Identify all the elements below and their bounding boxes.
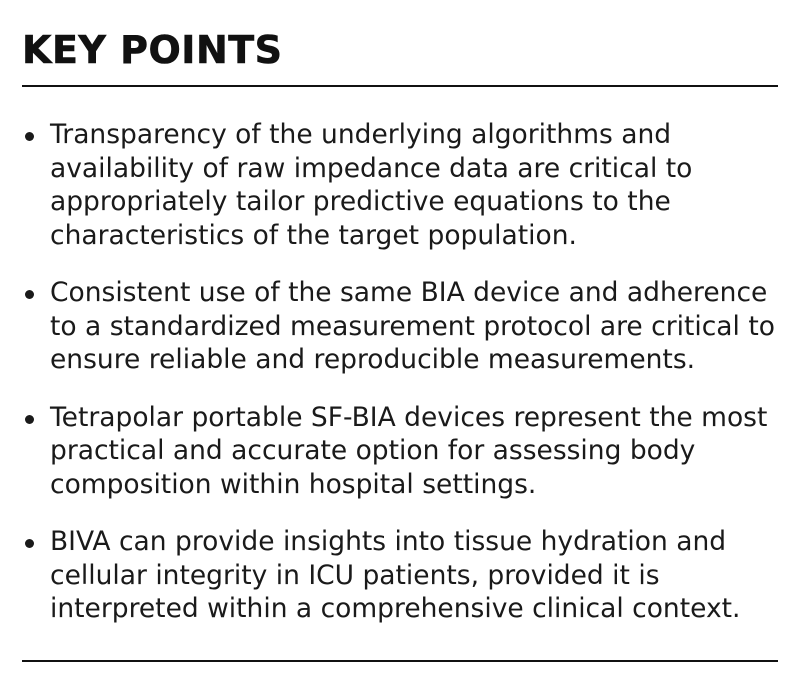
- bullet-icon: [25, 415, 34, 424]
- bullet-icon: [25, 290, 34, 299]
- point-text: Tetrapolar portable SF-BIA devices represent the most practical and accurate option for assessing body composition within hospital settings.: [50, 401, 768, 500]
- list-item: [22, 276, 778, 377]
- bottom-divider: [22, 660, 778, 662]
- list-item: [22, 118, 778, 252]
- top-divider: [22, 85, 778, 87]
- bullet-icon: [25, 539, 34, 548]
- point-text: BIVA can provide insights into tissue hydration and cellular integrity in ICU patients, provided it is interpreted within a comprehensive clinical context.: [50, 526, 741, 624]
- key-points-list: [22, 118, 778, 650]
- key-points-box: [22, 0, 778, 683]
- point-text: Transparency of the underlying algorithms and availability of raw impedance data are critical to appropriately tailor predictive equations to the characteristics of the target population.: [50, 119, 693, 251]
- list-item: [22, 401, 778, 502]
- bullet-icon: [25, 132, 34, 141]
- point-text: Consistent use of the same BIA device and adherence to a standardized measurement protocol are critical to ensure reliable and reproducible measurements.: [50, 277, 775, 375]
- list-item: [22, 525, 778, 626]
- box-title: KEY POINTS: [22, 28, 283, 72]
